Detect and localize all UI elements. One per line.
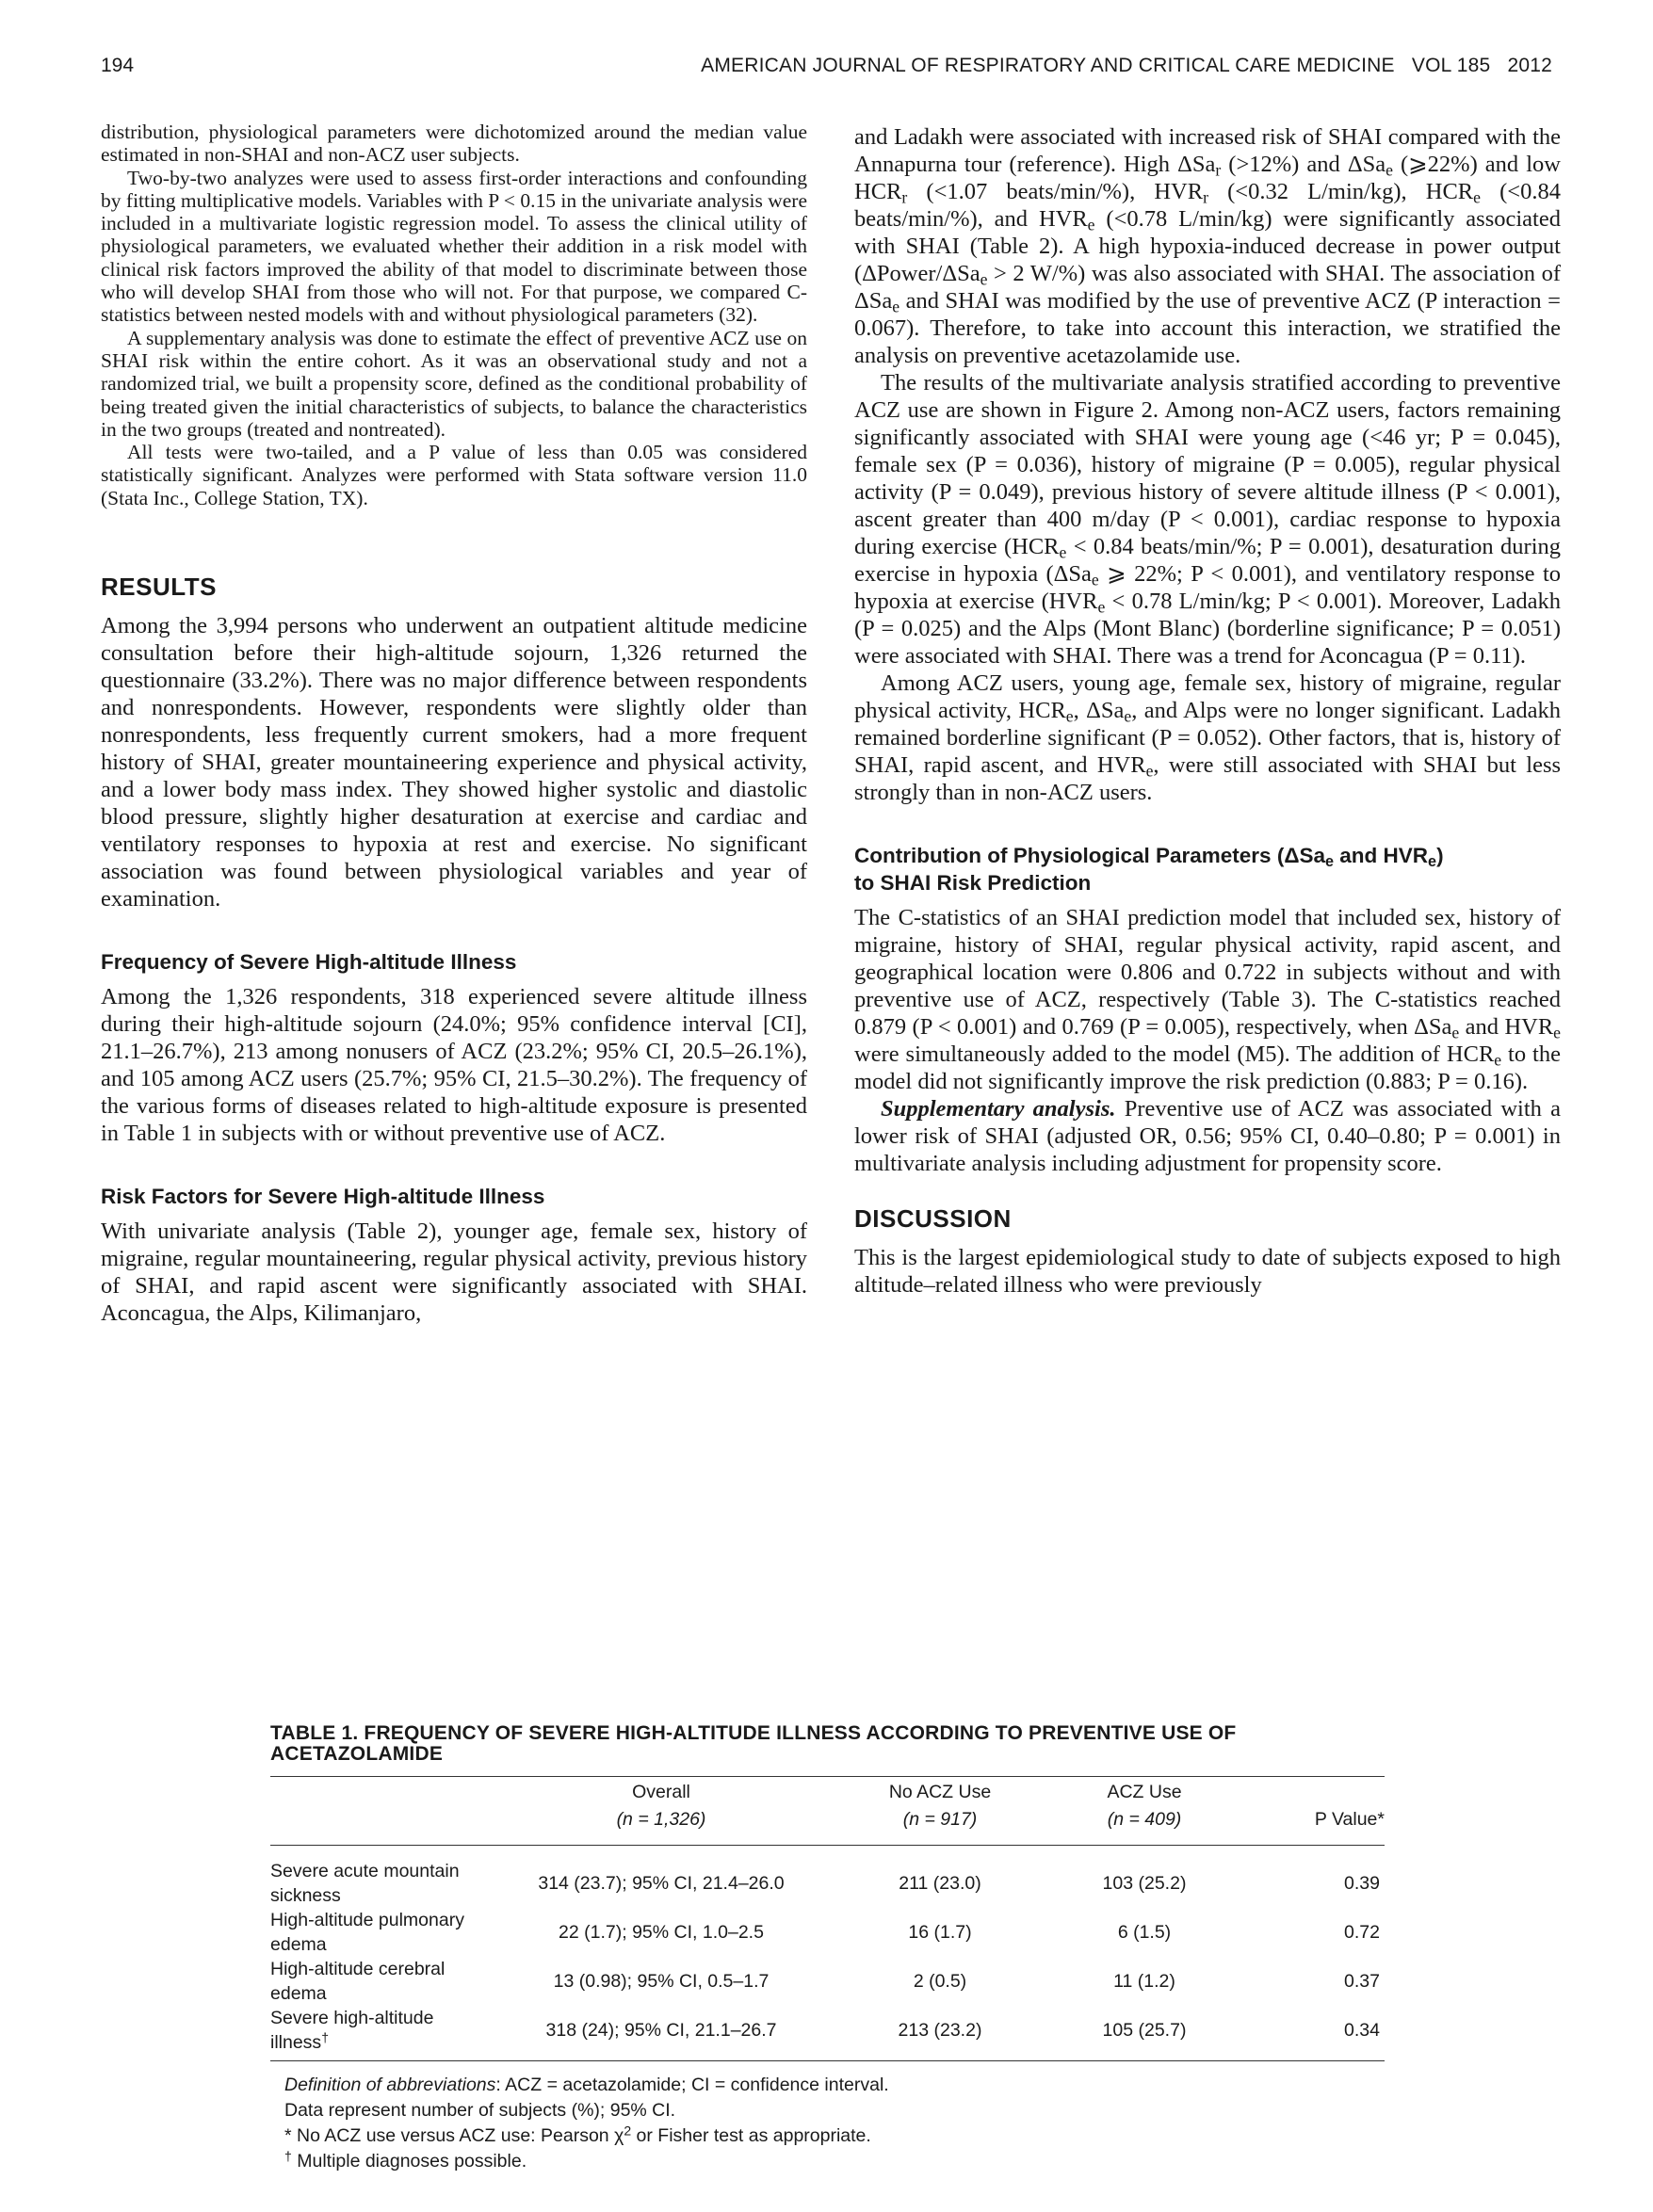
table-row: High-altitude pulmonary edema 22 (1.7); 95% CI, 1.0–2.5 16 (1.7) 6 (1.5) 0.72 (270, 1910, 1380, 1955)
paragraph: This is the largest epidemiological study to date of subjects exposed to high altitude–related illness who were previously (854, 1245, 1561, 1298)
table-row: Severe high-altitude illness† 318 (24); 95% CI, 21.1–26.7 213 (23.2) 105 (25.7) 0.34 (270, 2006, 1385, 2061)
footnote: † Multiple diagnoses possible. (284, 2148, 527, 2172)
page-number: 194 (101, 55, 135, 76)
footnote: Definition of abbreviations: ACZ = acetazolamide; CI = confidence interval. (284, 2075, 889, 2095)
table-row: High-altitude cerebral edema 13 (0.98); 95% CI, 0.5–1.7 2 (0.5) 11 (1.2) 0.37 (270, 1959, 1380, 2004)
header-no-acz: No ACZ Use (835, 1777, 1045, 1805)
left-column (101, 121, 807, 1327)
header-overall: Overall (487, 1777, 835, 1805)
table-1 (270, 1723, 1385, 2174)
paragraph: Among the 3,994 persons who underwent an outpatient altitude medicine consultation before their high-altitude sojourn, 1,326 returned the questionnaire (33.2%). There was no major difference between respondents and nonrespondents. However, respondents were slightly older than nonrespondents, less frequently current smokers, had a more frequent history of SHAI, greater mountaineering experience and physical activity, and a lower body mass index. They showed higher systolic and diastolic blood pressure, slightly higher desaturation at exercise and cardiac and ventilatory responses to hypoxia at rest and exercise. No significant association was found between physiological variables and year of examination. (101, 613, 807, 912)
table-footnotes (270, 2073, 1385, 2174)
paragraph: All tests were two-tailed, and a P value of less than 0.05 was considered statistically significant. Analyzes were performed with Stata software version 11.0 (Stata Inc., College Station, TX). (101, 441, 807, 509)
contribution-heading: Contribution of Physiological Parameters (ΔSa$_e$ and $HVR_e$) to SHAI Risk Prediction (854, 844, 1444, 895)
discussion-heading: DISCUSSION (854, 1204, 1012, 1233)
paragraph: With univariate analysis (Table 2), younger age, female sex, history of migraine, regular mountaineering, regular physical activity, previous history of SHAI, and rapid ascent were significantly associated with SHAI. Aconcagua, the Alps, Kilimanjaro, (101, 1219, 807, 1327)
paragraph: and Ladakh were associated with increased risk of SHAI compared with the Annapurna tour (reference). High ΔSa$_r$ (>12%) and ΔSa$_e$ (⩾22%) and low $HCR_r$ (<1.07 beats/min/%), $HVR_r$ (<0.32 L/min/kg), $HCR_e$ (<0.84 beats/min/%), and $HVR_e$ (<0.78 L/min/kg) were significantly associated with SHAI (Table 2). A high hypoxia-induced decrease in power output (ΔPower/ΔSa$_e$ > 2 W/%) was also associated with SHAI. The association of ΔSa$_e$ and SHAI was modified by the use of preventive ACZ (P interaction = 0.067). Therefore, to take into account this interaction, we stratified the analysis on preventive acetazolamide use. (854, 124, 1561, 368)
supplementary-label: Supplementary analysis. (881, 1096, 1116, 1122)
journal-title: AMERICAN JOURNAL OF RESPIRATORY AND CRITICAL CARE MEDICINE VOL 185 2012 (701, 55, 1552, 76)
header-empty (1244, 1777, 1385, 1805)
footnote: Data represent number of subjects (%); 95% CI. (284, 2100, 676, 2121)
paragraph: A supplementary analysis was done to estimate the effect of preventive ACZ use on SHAI risk within the entire cohort. As it was an observational study and not a randomized trial, we built a propensity score, defined as the conditional probability of being treated given the initial characteristics of subjects, to balance the characteristics in the two groups (treated and nontreated). (101, 326, 807, 441)
frequency-heading: Frequency of Severe High-altitude Illness (101, 950, 517, 975)
methods-continued (101, 121, 807, 509)
header-empty (270, 1777, 487, 1805)
table-row: Severe acute mountain sickness 314 (23.7); 95% CI, 21.4–26.0 211 (23.0) 103 (25.2) 0.39 (270, 1861, 1380, 1906)
right-column (854, 123, 1561, 1299)
paragraph: The C-statistics of an SHAI prediction model that included sex, history of migraine, history of SHAI, regular physical activity, rapid ascent, and geographical location were 0.806 and 0.722 in subjects without and with preventive use of ACZ, respectively (Table 3). The C-statistics reached 0.879 (P < 0.001) and 0.769 (P = 0.005), respectively, when ΔSa$_e$ and $HVR_e$ were simultaneously added to the model (M5). The addition of $HCR_e$ to the model did not significantly improve the risk prediction (0.883; P = 0.16). (854, 905, 1561, 1094)
paragraph: Among ACZ users, young age, female sex, history of migraine, regular physical activity, $HCR_e$, ΔSa$_e$, and Alps were no longer significant. Ladakh remained borderline significant (P = 0.052). Other factors, that is, history of SHAI, rapid ascent, and $HVR_e$, were still associated with SHAI but less strongly than in non-ACZ users. (854, 670, 1562, 805)
header-acz-n: (n = 409) (1045, 1804, 1244, 1846)
running-header (101, 55, 1552, 83)
footnote: * No ACZ use versus ACZ use: Pearson $\chi^2$ or Fisher test as appropriate. (284, 2123, 871, 2146)
header-acz: ACZ Use (1045, 1777, 1244, 1805)
results-heading: RESULTS (101, 573, 217, 602)
paragraph: Two-by-two analyzes were used to assess first-order interactions and confounding by fitting multiplicative models. Variables with P < 0.15 in the univariate analysis were included in a multivariate logistic regression model. To assess the clinical utility of physiological parameters, we evaluated whether their addition in a risk model with clinical risk factors improved the ability of that model to discriminate between those who will develop SHAI from those who will not. For that purpose, we compared C-statistics between nested models with and without physiological parameters (32). (101, 166, 807, 327)
header-overall-n: (n = 1,326) (487, 1804, 835, 1846)
paragraph: distribution, physiological parameters were dichotomized around the median value estimated in non-SHAI and non-ACZ user subjects. (101, 121, 807, 167)
header-no-acz-n: (n = 917) (835, 1804, 1045, 1846)
paragraph: The results of the multivariate analysis stratified according to preventive ACZ use are shown in Figure 2. Among non-ACZ users, factors remaining significantly associated with SHAI were young age (<46 yr; P = 0.045), female sex (P = 0.036), history of migraine (P = 0.005), regular physical activity (P = 0.049), previous history of severe altitude illness (P < 0.001), ascent greater than 400 m/day (P < 0.001), cardiac response to hypoxia during exercise ($HCR_e < 0.84$ beats/min/%; P = 0.001), desaturation during exercise in hypoxia (ΔSa$_e$ ⩾ 22%; P < 0.001), and ventilatory response to hypoxia at exercise ($HVR_e < 0.78$ L/min/kg; P < 0.001). Moreover, Ladakh (P = 0.025) and the Alps (Mont Blanc) (borderline significance; P = 0.051) were associated with SHAI. There was a trend for Aconcagua (P = 0.11). (854, 370, 1562, 669)
header-p-value: P Value* (1244, 1804, 1385, 1846)
table-caption: TABLE 1. FREQUENCY OF SEVERE HIGH-ALTITUDE ILLNESS ACCORDING TO PREVENTIVE USE OF ACETAZOLAMIDE (270, 1722, 1237, 1765)
risk-factors-heading: Risk Factors for Severe High-altitude Illness (101, 1185, 545, 1209)
paragraph: Supplementary analysis. Preventive use of ACZ was associated with a lower risk of SHAI (adjusted OR, 0.56; 95% CI, 0.40–0.80; P = 0.001) in multivariate analysis including adjustment for propensity score. (854, 1096, 1562, 1176)
paragraph: Among the 1,326 respondents, 318 experienced severe altitude illness during their high-altitude sojourn (24.0%; 95% confidence interval [CI], 21.1–26.7%), 213 among nonusers of ACZ (23.2%; 95% CI, 20.5–26.1%), and 105 among ACZ users (25.7%; 95% CI, 21.5–30.2%). The frequency of the various forms of diseases related to high-altitude exposure is presented in Table 1 in subjects with or without preventive use of ACZ. (101, 984, 807, 1147)
frequency-table (270, 1776, 1385, 2061)
